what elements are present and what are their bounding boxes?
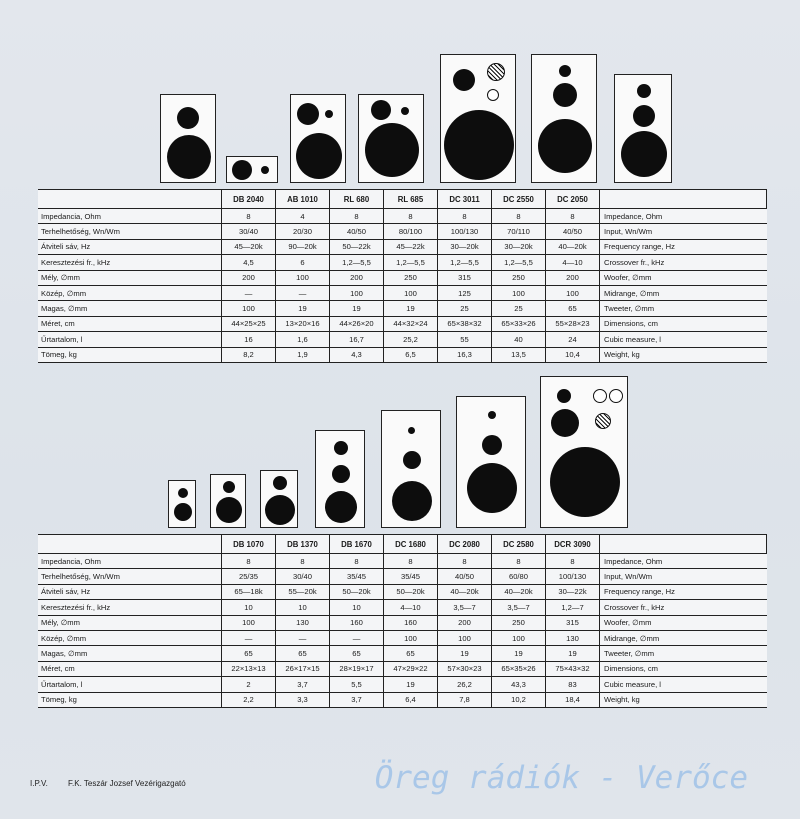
bottom-spec-table-body bbox=[38, 535, 767, 708]
header-empty-cell bbox=[38, 190, 222, 209]
spec-label-hungarian: Átviteli sáv, Hz bbox=[38, 584, 222, 599]
spec-value-cell: 65×38×32 bbox=[438, 316, 492, 331]
speaker-dc-2080-drawing bbox=[381, 410, 441, 528]
spec-label-hungarian: Tömeg, kg bbox=[38, 692, 222, 707]
speaker-ab-1010-drawing bbox=[226, 156, 278, 183]
woofer-driver bbox=[621, 131, 667, 177]
spec-value-cell: 13×20×16 bbox=[276, 316, 330, 331]
spec-value-cell: 10 bbox=[276, 600, 330, 615]
spec-value-cell: 65×35×26 bbox=[492, 661, 546, 676]
spec-value-cell: 100/130 bbox=[438, 224, 492, 239]
woofer-driver bbox=[174, 503, 192, 521]
spec-row bbox=[38, 316, 767, 331]
spec-row bbox=[38, 630, 767, 645]
spec-value-cell: 18,4 bbox=[546, 692, 600, 707]
spec-value-cell: 65 bbox=[546, 301, 600, 316]
spec-value-cell: 65—18k bbox=[222, 584, 276, 599]
spec-label-english: Frequency range, Hz bbox=[600, 584, 767, 599]
spec-label-english: Cubic measure, l bbox=[600, 677, 767, 692]
spec-value-cell: 25,2 bbox=[384, 332, 438, 347]
spec-value-cell: 10 bbox=[222, 600, 276, 615]
spec-value-cell: 200 bbox=[330, 270, 384, 285]
spec-label-hungarian: Keresztezési fr., kHz bbox=[38, 600, 222, 615]
spec-value-cell: 4 bbox=[276, 209, 330, 224]
model-name-cell: DC 1680 bbox=[384, 535, 438, 554]
spec-value-cell: 40/50 bbox=[546, 224, 600, 239]
spec-value-cell: 40/50 bbox=[438, 569, 492, 584]
spec-value-cell: 19 bbox=[330, 301, 384, 316]
spec-row bbox=[38, 646, 767, 661]
spec-row bbox=[38, 554, 767, 569]
spec-value-cell: 315 bbox=[438, 270, 492, 285]
woofer-driver bbox=[216, 497, 242, 523]
publisher-code: I.P.V. bbox=[30, 779, 48, 788]
spec-value-cell: 55×28×23 bbox=[546, 316, 600, 331]
spec-value-cell: 2 bbox=[222, 677, 276, 692]
model-name-cell: DC 2050 bbox=[546, 190, 600, 209]
spec-value-cell: 65 bbox=[384, 646, 438, 661]
spec-value-cell: 100 bbox=[276, 270, 330, 285]
spec-value-cell: 100 bbox=[492, 630, 546, 645]
spec-value-cell: 83 bbox=[546, 677, 600, 692]
spec-value-cell: 1,2—7 bbox=[546, 600, 600, 615]
speaker-db-2040-drawing bbox=[160, 94, 216, 183]
model-name-cell: DCR 3090 bbox=[546, 535, 600, 554]
tweeter-ring-icon bbox=[487, 89, 499, 101]
spec-value-cell: 90—20k bbox=[276, 239, 330, 254]
spec-value-cell: 19 bbox=[384, 301, 438, 316]
spec-value-cell: 55 bbox=[438, 332, 492, 347]
spec-value-cell: 125 bbox=[438, 285, 492, 300]
spec-value-cell: 30—20k bbox=[438, 239, 492, 254]
spec-value-cell: 100 bbox=[330, 285, 384, 300]
spec-row bbox=[38, 285, 767, 300]
spec-value-cell: 8 bbox=[330, 554, 384, 569]
signature-line: F.K. Teszár Jozsef Vezérigazgató bbox=[68, 779, 186, 788]
spec-value-cell: 25 bbox=[492, 301, 546, 316]
spec-value-cell: 65×33×26 bbox=[492, 316, 546, 331]
spec-value-cell: — bbox=[330, 630, 384, 645]
spec-row bbox=[38, 209, 767, 224]
tweeter-driver bbox=[408, 427, 415, 434]
footer bbox=[30, 779, 204, 788]
spec-label-hungarian: Mély, ∅mm bbox=[38, 270, 222, 285]
spec-value-cell: 40—20k bbox=[492, 584, 546, 599]
model-name-cell: RL 680 bbox=[330, 190, 384, 209]
spec-label-english: Dimensions, cm bbox=[600, 661, 767, 676]
spec-row bbox=[38, 615, 767, 630]
spec-label-hungarian: Terhelhetőség, Wn/Wm bbox=[38, 569, 222, 584]
woofer-driver bbox=[392, 481, 432, 521]
speaker-rl-685-drawing bbox=[358, 94, 424, 183]
spec-label-hungarian: Átviteli sáv, Hz bbox=[38, 239, 222, 254]
spec-value-cell: 4—10 bbox=[546, 255, 600, 270]
spec-value-cell: 40—20k bbox=[438, 584, 492, 599]
midrange-driver bbox=[371, 100, 391, 120]
spec-value-cell: 6,4 bbox=[384, 692, 438, 707]
spec-value-cell: 200 bbox=[438, 615, 492, 630]
spec-value-cell: 26,2 bbox=[438, 677, 492, 692]
spec-value-cell: 8 bbox=[492, 209, 546, 224]
spec-label-english: Input, Wn/Wm bbox=[600, 569, 767, 584]
spec-value-cell: 6,5 bbox=[384, 347, 438, 362]
speaker-dc-2580-drawing bbox=[456, 396, 526, 528]
spec-label-hungarian: Űrtartalom, l bbox=[38, 332, 222, 347]
spec-label-hungarian: Magas, ∅mm bbox=[38, 646, 222, 661]
spec-label-hungarian: Közép, ∅mm bbox=[38, 630, 222, 645]
spec-value-cell: 250 bbox=[492, 615, 546, 630]
speaker-dc-1680-drawing bbox=[315, 430, 365, 528]
tweeter-driver bbox=[261, 166, 269, 174]
model-name-cell: DC 3011 bbox=[438, 190, 492, 209]
tweeter-grille-icon bbox=[487, 63, 505, 81]
spec-label-english: Weight, kg bbox=[600, 347, 767, 362]
spec-value-cell: 30/40 bbox=[276, 569, 330, 584]
spec-label-english: Frequency range, Hz bbox=[600, 239, 767, 254]
midrange-driver bbox=[297, 103, 319, 125]
spec-value-cell: 10,4 bbox=[546, 347, 600, 362]
spec-value-cell: 2,2 bbox=[222, 692, 276, 707]
spec-label-hungarian: Mély, ∅mm bbox=[38, 615, 222, 630]
spec-value-cell: 8 bbox=[546, 554, 600, 569]
spec-label-english: Impedance, Ohm bbox=[600, 554, 767, 569]
spec-row bbox=[38, 255, 767, 270]
spec-label-english: Weight, kg bbox=[600, 692, 767, 707]
spec-label-hungarian: Közép, ∅mm bbox=[38, 285, 222, 300]
spec-row bbox=[38, 600, 767, 615]
tweeter-driver bbox=[637, 84, 651, 98]
tweeter-driver bbox=[401, 107, 409, 115]
spec-row bbox=[38, 239, 767, 254]
spec-value-cell: 50—20k bbox=[384, 584, 438, 599]
spec-label-hungarian: Tömeg, kg bbox=[38, 347, 222, 362]
spec-value-cell: 4—10 bbox=[384, 600, 438, 615]
spec-row bbox=[38, 661, 767, 676]
spec-row bbox=[38, 584, 767, 599]
spec-value-cell: 8 bbox=[438, 209, 492, 224]
spec-value-cell: 40 bbox=[492, 332, 546, 347]
spec-value-cell: 30—22k bbox=[546, 584, 600, 599]
spec-value-cell: 100 bbox=[492, 285, 546, 300]
spec-value-cell: 70/110 bbox=[492, 224, 546, 239]
midrange-driver bbox=[332, 465, 350, 483]
spec-value-cell: 22×13×13 bbox=[222, 661, 276, 676]
spec-row bbox=[38, 569, 767, 584]
spec-value-cell: 160 bbox=[330, 615, 384, 630]
spec-value-cell: 19 bbox=[384, 677, 438, 692]
speaker-dc-2050-drawing bbox=[614, 74, 672, 183]
spec-value-cell: 19 bbox=[276, 301, 330, 316]
spec-value-cell: 8 bbox=[384, 209, 438, 224]
spec-value-cell: 19 bbox=[492, 646, 546, 661]
spec-value-cell: 8 bbox=[492, 554, 546, 569]
spec-label-english: Midrange, ∅mm bbox=[600, 285, 767, 300]
speaker-dcr-3090-drawing bbox=[540, 376, 628, 528]
spec-label-hungarian: Űrtartalom, l bbox=[38, 677, 222, 692]
model-header-row bbox=[38, 535, 767, 554]
woofer-driver bbox=[296, 133, 342, 179]
spec-value-cell: 130 bbox=[276, 615, 330, 630]
spec-value-cell: 47×29×22 bbox=[384, 661, 438, 676]
spec-value-cell: 65 bbox=[222, 646, 276, 661]
tweeter-driver bbox=[178, 488, 188, 498]
model-header-row bbox=[38, 190, 767, 209]
spec-value-cell: 40/50 bbox=[330, 224, 384, 239]
spec-value-cell: 8 bbox=[330, 209, 384, 224]
woofer-driver bbox=[467, 463, 517, 513]
spec-value-cell: 7,8 bbox=[438, 692, 492, 707]
spec-value-cell: 80/100 bbox=[384, 224, 438, 239]
spec-value-cell: — bbox=[222, 285, 276, 300]
spec-value-cell: 100 bbox=[546, 285, 600, 300]
spec-value-cell: 35/45 bbox=[384, 569, 438, 584]
spec-value-cell: 3,5—7 bbox=[492, 600, 546, 615]
speaker-db-1070-drawing bbox=[168, 480, 196, 528]
spec-value-cell: 44×25×25 bbox=[222, 316, 276, 331]
midrange-driver bbox=[453, 69, 475, 91]
spec-row bbox=[38, 270, 767, 285]
spec-value-cell: 44×32×24 bbox=[384, 316, 438, 331]
speaker-dc-3011-drawing bbox=[440, 54, 516, 183]
spec-value-cell: 19 bbox=[546, 646, 600, 661]
spec-value-cell: 250 bbox=[492, 270, 546, 285]
spec-value-cell: 25/35 bbox=[222, 569, 276, 584]
spec-value-cell: 44×26×20 bbox=[330, 316, 384, 331]
woofer-driver bbox=[232, 160, 252, 180]
tweeter-driver bbox=[223, 481, 235, 493]
model-name-cell: DC 2550 bbox=[492, 190, 546, 209]
spec-value-cell: 55—20k bbox=[276, 584, 330, 599]
tweeter-driver bbox=[325, 110, 333, 118]
model-name-cell: RL 685 bbox=[384, 190, 438, 209]
spec-value-cell: 1,2—5,5 bbox=[384, 255, 438, 270]
midrange-driver bbox=[551, 409, 579, 437]
spec-value-cell: 1,2—5,5 bbox=[438, 255, 492, 270]
model-name-cell: DC 2080 bbox=[438, 535, 492, 554]
spec-value-cell: 13,5 bbox=[492, 347, 546, 362]
spec-value-cell: 250 bbox=[384, 270, 438, 285]
header-empty-cell bbox=[600, 535, 767, 554]
midrange-driver bbox=[553, 83, 577, 107]
model-name-cell: AB 1010 bbox=[276, 190, 330, 209]
model-name-cell: DB 1070 bbox=[222, 535, 276, 554]
header-empty-cell bbox=[38, 535, 222, 554]
spec-row bbox=[38, 677, 767, 692]
spec-value-cell: 25 bbox=[438, 301, 492, 316]
tweeter-driver bbox=[557, 389, 571, 403]
spec-value-cell: 26×17×15 bbox=[276, 661, 330, 676]
header-empty-cell bbox=[600, 190, 767, 209]
tweeter-driver bbox=[273, 476, 287, 490]
spec-value-cell: 1,9 bbox=[276, 347, 330, 362]
spec-label-english: Midrange, ∅mm bbox=[600, 630, 767, 645]
spec-value-cell: 1,6 bbox=[276, 332, 330, 347]
spec-value-cell: 8,2 bbox=[222, 347, 276, 362]
midrange-driver bbox=[633, 105, 655, 127]
spec-value-cell: 315 bbox=[546, 615, 600, 630]
spec-label-english: Cubic measure, l bbox=[600, 332, 767, 347]
spec-value-cell: 10,2 bbox=[492, 692, 546, 707]
top-spec-table-body bbox=[38, 190, 767, 363]
tweeter-driver bbox=[177, 107, 199, 129]
tweeter-driver bbox=[559, 65, 571, 77]
level-control-right-icon bbox=[609, 389, 623, 403]
spec-value-cell: 1,2—5,5 bbox=[330, 255, 384, 270]
spec-value-cell: 45—20k bbox=[222, 239, 276, 254]
spec-value-cell: 16 bbox=[222, 332, 276, 347]
spec-value-cell: 5,5 bbox=[330, 677, 384, 692]
spec-value-cell: 24 bbox=[546, 332, 600, 347]
top-spec-table bbox=[38, 189, 767, 363]
spec-label-english: Impedance, Ohm bbox=[600, 209, 767, 224]
spec-value-cell: 3,7 bbox=[276, 677, 330, 692]
spec-value-cell: 8 bbox=[222, 209, 276, 224]
bass-reflex-port-icon bbox=[595, 413, 611, 429]
spec-label-english: Tweeter, ∅mm bbox=[600, 646, 767, 661]
woofer-driver bbox=[365, 123, 419, 177]
speaker-db-1670-drawing bbox=[260, 470, 298, 528]
spec-label-hungarian: Terhelhetőség, Wn/Wm bbox=[38, 224, 222, 239]
spec-value-cell: 8 bbox=[546, 209, 600, 224]
spec-value-cell: 3,5—7 bbox=[438, 600, 492, 615]
spec-value-cell: 100 bbox=[384, 285, 438, 300]
spec-value-cell: 19 bbox=[438, 646, 492, 661]
spec-row bbox=[38, 347, 767, 362]
woofer-driver bbox=[550, 447, 620, 517]
woofer-driver bbox=[444, 110, 514, 180]
spec-value-cell: 57×30×23 bbox=[438, 661, 492, 676]
spec-value-cell: 8 bbox=[384, 554, 438, 569]
spec-value-cell: 43,3 bbox=[492, 677, 546, 692]
woofer-driver bbox=[265, 495, 295, 525]
spec-value-cell: 100/130 bbox=[546, 569, 600, 584]
spec-value-cell: 6 bbox=[276, 255, 330, 270]
watermark-text: Öreg rádiók - Verőce bbox=[374, 760, 748, 796]
spec-value-cell: 4,5 bbox=[222, 255, 276, 270]
spec-label-english: Dimensions, cm bbox=[600, 316, 767, 331]
spec-value-cell: 30/40 bbox=[222, 224, 276, 239]
speaker-db-1370-drawing bbox=[210, 474, 246, 528]
woofer-driver bbox=[325, 491, 357, 523]
spec-value-cell: 60/80 bbox=[492, 569, 546, 584]
model-name-cell: DB 1370 bbox=[276, 535, 330, 554]
spec-row bbox=[38, 692, 767, 707]
spec-value-cell: 200 bbox=[222, 270, 276, 285]
tweeter-driver bbox=[488, 411, 496, 419]
spec-value-cell: 10 bbox=[330, 600, 384, 615]
spec-value-cell: 100 bbox=[222, 615, 276, 630]
spec-value-cell: 100 bbox=[384, 630, 438, 645]
spec-value-cell: 160 bbox=[384, 615, 438, 630]
spec-label-english: Tweeter, ∅mm bbox=[600, 301, 767, 316]
model-name-cell: DB 2040 bbox=[222, 190, 276, 209]
spec-value-cell: 50—20k bbox=[330, 584, 384, 599]
speaker-rl-680-drawing bbox=[290, 94, 346, 183]
spec-value-cell: 65 bbox=[330, 646, 384, 661]
spec-label-english: Woofer, ∅mm bbox=[600, 615, 767, 630]
spec-value-cell: 75×43×32 bbox=[546, 661, 600, 676]
spec-label-english: Crossover fr., kHz bbox=[600, 255, 767, 270]
spec-label-english: Crossover fr., kHz bbox=[600, 600, 767, 615]
spec-value-cell: 20/30 bbox=[276, 224, 330, 239]
spec-value-cell: 200 bbox=[546, 270, 600, 285]
spec-value-cell: 8 bbox=[222, 554, 276, 569]
spec-value-cell: 3,3 bbox=[276, 692, 330, 707]
model-name-cell: DC 2580 bbox=[492, 535, 546, 554]
spec-row bbox=[38, 224, 767, 239]
spec-value-cell: 16,3 bbox=[438, 347, 492, 362]
spec-value-cell: 100 bbox=[438, 630, 492, 645]
spec-value-cell: 100 bbox=[222, 301, 276, 316]
woofer-driver bbox=[167, 135, 211, 179]
tweeter-driver bbox=[334, 441, 348, 455]
spec-value-cell: 30—20k bbox=[492, 239, 546, 254]
spec-value-cell: 4,3 bbox=[330, 347, 384, 362]
spec-label-hungarian: Impedancia, Ohm bbox=[38, 554, 222, 569]
spec-value-cell: 35/45 bbox=[330, 569, 384, 584]
spec-label-hungarian: Magas, ∅mm bbox=[38, 301, 222, 316]
spec-row bbox=[38, 301, 767, 316]
spec-label-hungarian: Impedancia, Ohm bbox=[38, 209, 222, 224]
spec-row bbox=[38, 332, 767, 347]
spec-value-cell: 3,7 bbox=[330, 692, 384, 707]
spec-label-hungarian: Méret, cm bbox=[38, 316, 222, 331]
level-control-left-icon bbox=[593, 389, 607, 403]
spec-value-cell: 28×19×17 bbox=[330, 661, 384, 676]
speaker-dc-2550-drawing bbox=[531, 54, 597, 183]
spec-label-english: Woofer, ∅mm bbox=[600, 270, 767, 285]
spec-value-cell: 45—22k bbox=[384, 239, 438, 254]
spec-value-cell: — bbox=[276, 285, 330, 300]
spec-value-cell: 8 bbox=[438, 554, 492, 569]
midrange-driver bbox=[403, 451, 421, 469]
spec-value-cell: 8 bbox=[276, 554, 330, 569]
spec-label-english: Input, Wn/Wm bbox=[600, 224, 767, 239]
woofer-driver bbox=[538, 119, 592, 173]
bottom-spec-table bbox=[38, 534, 767, 708]
spec-value-cell: — bbox=[222, 630, 276, 645]
spec-value-cell: 1,2—5,5 bbox=[492, 255, 546, 270]
spec-value-cell: 50—22k bbox=[330, 239, 384, 254]
spec-value-cell: 130 bbox=[546, 630, 600, 645]
spec-value-cell: — bbox=[276, 630, 330, 645]
midrange-driver bbox=[482, 435, 502, 455]
spec-label-hungarian: Méret, cm bbox=[38, 661, 222, 676]
spec-value-cell: 16,7 bbox=[330, 332, 384, 347]
spec-value-cell: 40—20k bbox=[546, 239, 600, 254]
spec-label-hungarian: Keresztezési fr., kHz bbox=[38, 255, 222, 270]
model-name-cell: DB 1670 bbox=[330, 535, 384, 554]
spec-value-cell: 65 bbox=[276, 646, 330, 661]
